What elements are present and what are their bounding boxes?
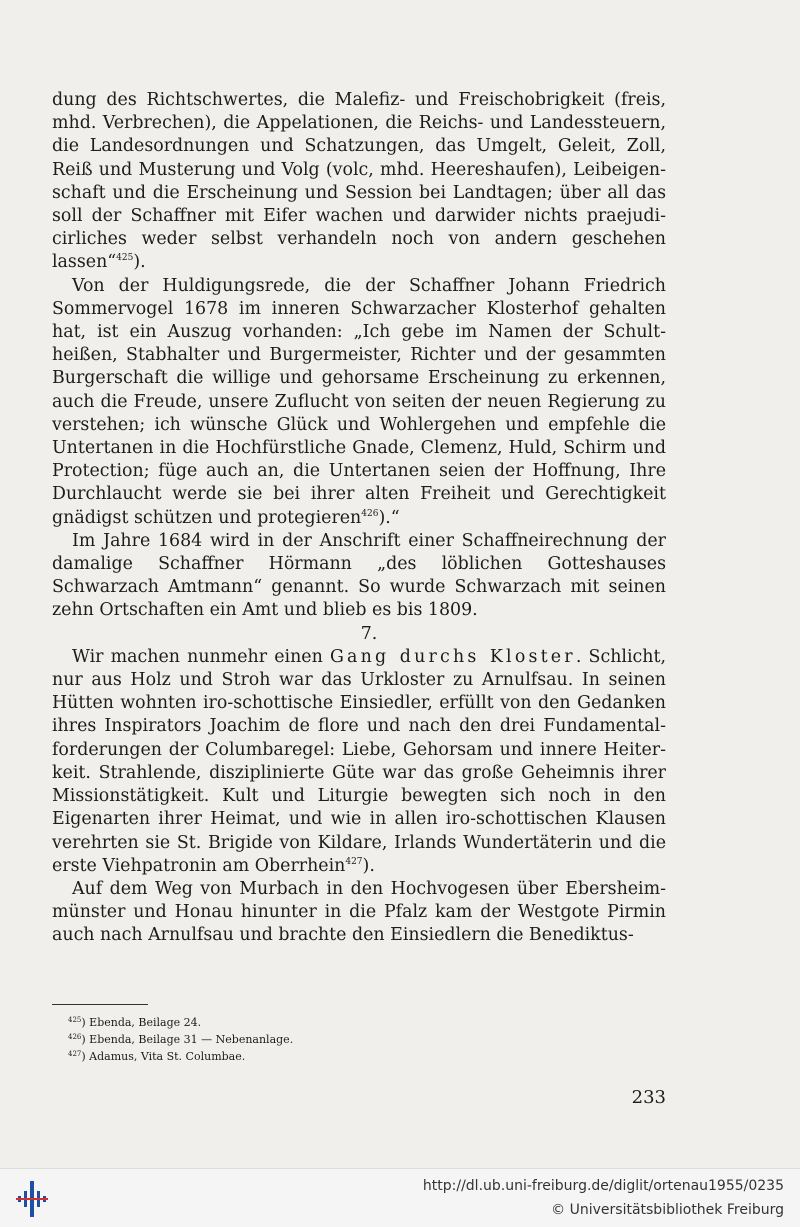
body-text [52,89,666,948]
footnote-ref-425: 425 [116,253,134,264]
paragraph-1: dung des Richtschwertes, die Malefiz- und Freischobrigkeit (freis, mhd. Verbrechen), die Appelationen, die Reichs- und Landessteuern, die Landesordnungen und Schatzungen, das Umgelt, Geleit, Zoll, Reiß und Musterung und Volg (volc, mhd. Heereshaufen), Leibeigenschaft und die Erscheinung und Session bei Landtagen; über all das soll der Schaffner mit Eifer wachen und darwider nichts praejudicirliches weder selbst verhandeln noch von andern geschehen lassen“$^{425}$). [52,90,666,273]
paragraph-4: Wir machen nunmehr einen Gang durchs Kloster. Schlicht, nur aus Holz und Stroh war das Urkloster zu Arnulfsau. In seinen Hütten wohnten iro-schottische Einsiedler, erfüllt von den Gedanken ihres Inspirators Joachim de flore und nach den drei Fundamentalforderungen der Columbaregel: Liebe, Gehorsam und innere Heiterkeit. Strahlende, disziplinierte Güte war das große Geheimnis ihrer Missionstätigkeit. Kult und Liturgie bewegten sich noch in den Eigenarten ihrer Heimat, und wie in allen iro-schottischen Klausen verehrten sie St. Brigide von Kildare, Irlands Wundertäterin und die erste Viehpatronin am Oberrhein$^{427}$). [52,646,666,876]
paragraph-3: Im Jahre 1684 wird in der Anschrift einer Schaffneirechnung der damalige Schaffner Hörmann „des löblichen Gotteshauses Schwarzach Amtmann“ genannt. So wurde Schwarzach mit seinen zehn Ortschaften ein Amt und blieb es bis 1809. [52,530,666,621]
page-number: 233 [631,1087,666,1108]
footnote-ref-427: 427 [345,856,363,867]
ub-freiburg-logo-icon[interactable] [14,1179,50,1219]
viewer-footer [0,1168,800,1227]
document-url-link[interactable]: http://dl.ub.uni-freiburg.de/diglit/ortenau1955/0235 [422,1178,784,1194]
footnote-rule [52,1004,148,1005]
section-number: 7. [360,623,378,644]
copyright-text: © Universitätsbibliothek Freiburg [551,1202,784,1218]
footnote-427: $^{427}$) Adamus, Vita St. Columbae. [68,1050,246,1063]
footnote-426: $^{426}$) Ebenda, Beilage 31 — Nebenanlage. [68,1033,294,1046]
paragraph-2: Von der Huldigungsrede, die der Schaffner Johann Friedrich Sommervogel 1678 im inneren Schwarzacher Klosterhof gehalten hat, ist ein Auszug vorhanden: „Ich gebe im Namen der Schultheißen, Stabhalter und Burgermeister, Richter und der gesammten Burgerschaft die willige und gehorsame Erscheinung zu erkennen, auch die Freude, unsere Zuflucht von seiten der neuen Regierung zu verstehen; ich wünsche Glück und Wohlergehen und empfehle die Untertanen in die Hochfürstliche Gnade, Clemenz, Huld, Schirm und Protection; füge auch an, die Untertanen seien der Hoffnung, Ihre Durchlaucht werde sie bei ihrer alten Freiheit und Gerechtigkeit gnädigst schützen und protegieren$^{426}$).“ [52,275,666,528]
paragraph-5: Auf dem Weg von Murbach in den Hochvogesen über Ebersheimmünster und Honau hinunter in die Pfalz kam der Westgote Pirmin auch nach Arnulfsau und brachte den Einsiedlern die Benediktus- [52,878,666,946]
spaced-emphasis: Gang durchs Kloster [329,646,576,667]
footnote-425: $^{425}$) Ebenda, Beilage 24. [68,1016,202,1029]
footnotes [68,1014,293,1065]
footnote-ref-426: 426 [361,508,379,519]
